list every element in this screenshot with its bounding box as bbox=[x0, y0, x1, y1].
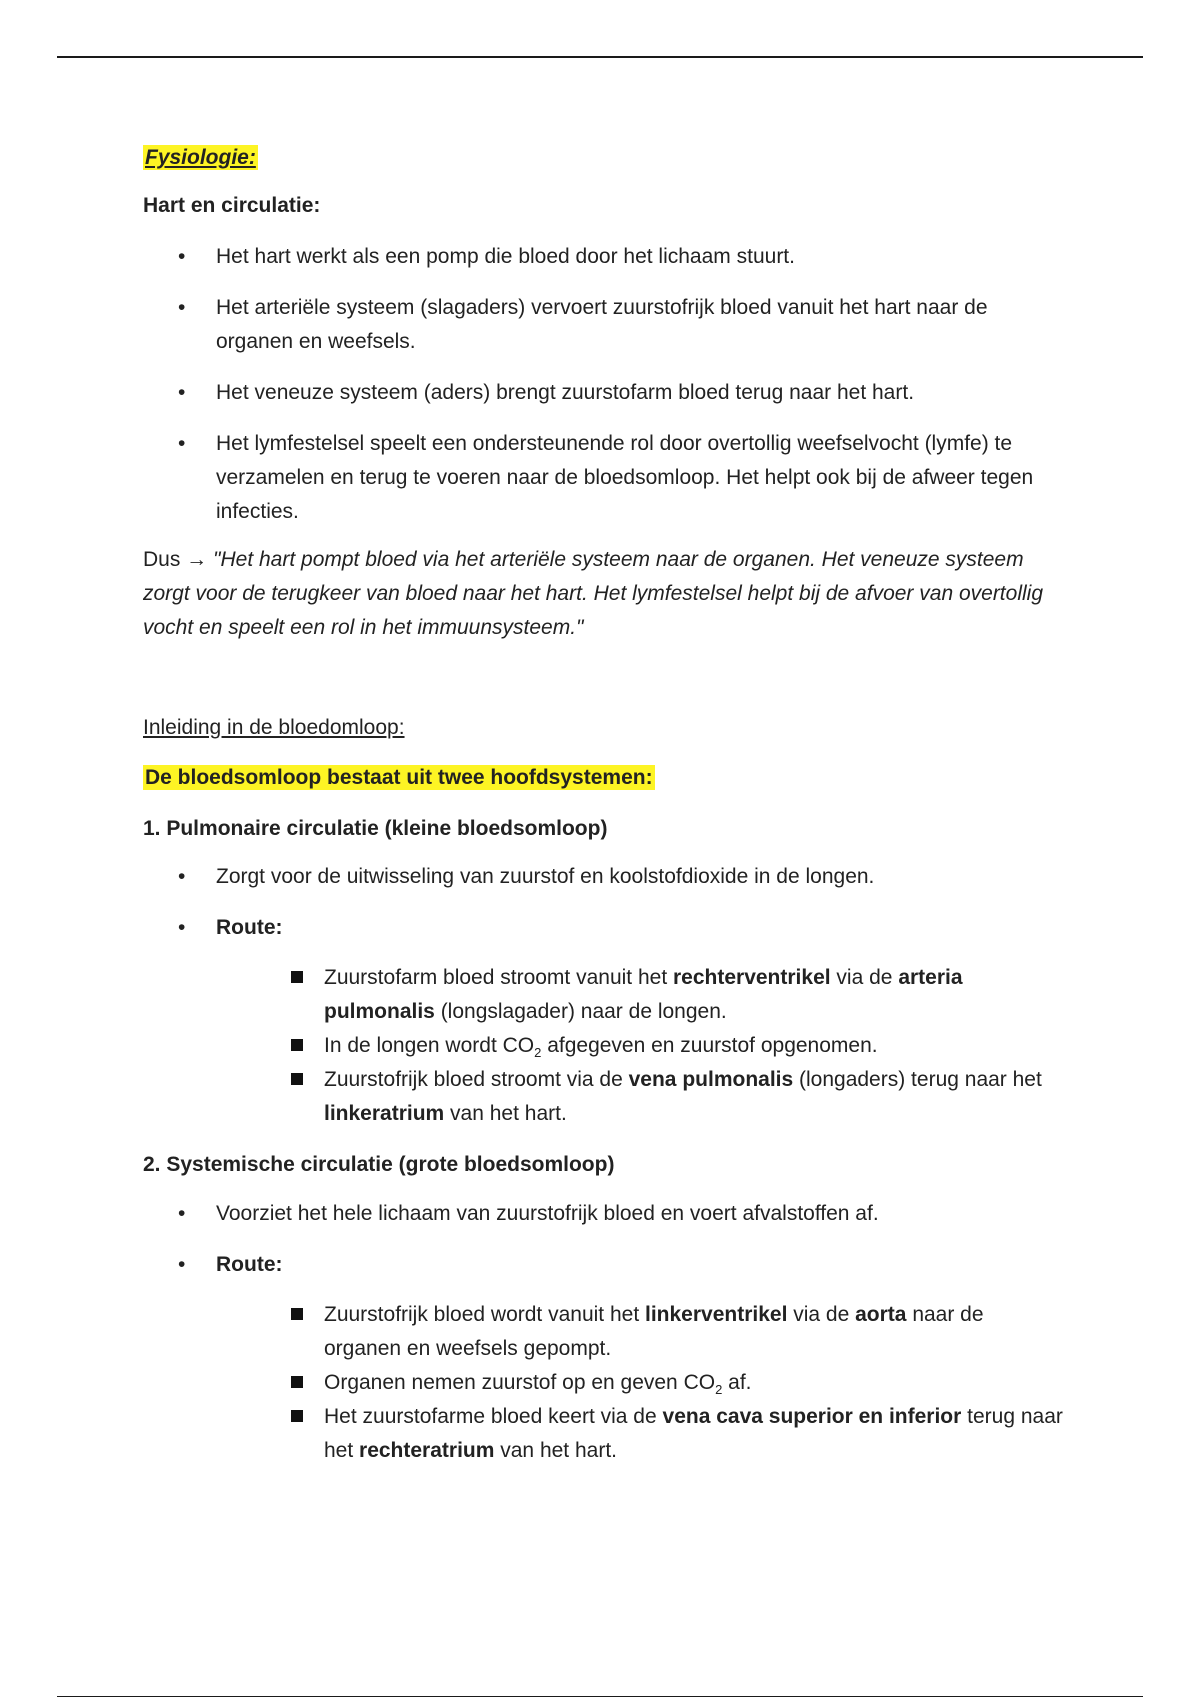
list-item: • Voorziet het hele lichaam van zuurstofrijk bloed en voert afvalstoffen af. bbox=[143, 1197, 1063, 1231]
list-item: Zuurstofrijk bloed wordt vanuit het linkerventrikel via de aorta naar de organen en weefsels gepompt. bbox=[143, 1298, 1063, 1366]
square-bullet-icon bbox=[291, 1308, 303, 1320]
pulmonary-route-steps bbox=[143, 961, 1063, 1131]
list-item: • Het hart werkt als een pomp die bloed door het lichaam stuurt. bbox=[143, 240, 1063, 274]
list-item: In de longen wordt $CO_2$ afgegeven en zuurstof opgenomen. bbox=[143, 1029, 1063, 1063]
square-bullet-icon bbox=[291, 971, 303, 983]
list-item: • Het veneuze systeem (aders) brengt zuurstofarm bloed terug naar het hart. bbox=[143, 376, 1063, 410]
square-bullet-icon bbox=[291, 1073, 303, 1085]
list-item: Zuurstofarm bloed stroomt vanuit het rechterventrikel via de arteria pulmonalis (longslagader) naar de longen. bbox=[143, 961, 1063, 1029]
list-item: • Route: bbox=[143, 911, 1063, 945]
systemic-bullets bbox=[143, 1197, 1063, 1282]
list-item: Het zuurstofarme bloed keert via de vena cava superior en inferior terug naar het rechteratrium van het hart. bbox=[143, 1400, 1063, 1468]
bullet-dot-icon: • bbox=[178, 245, 186, 268]
bullet-dot-icon: • bbox=[178, 865, 186, 888]
bullet-dot-icon: • bbox=[178, 432, 186, 455]
summary-paragraph bbox=[143, 543, 1043, 645]
bullet-dot-icon: • bbox=[178, 296, 186, 319]
bullet-dot-icon: • bbox=[178, 381, 186, 404]
list-item: • Het lymfestelsel speelt een ondersteunende rol door overtollig weefselvocht (lymfe) te verzamelen en terug te voeren naar de bloedsomloop. Het helpt ook bij de afweer tegen infecties. bbox=[143, 427, 1063, 529]
square-bullet-icon bbox=[291, 1410, 303, 1422]
bullet-dot-icon: • bbox=[178, 1202, 186, 1225]
list-item: • Route: bbox=[143, 1248, 1063, 1282]
bullet-dot-icon: • bbox=[178, 916, 186, 939]
square-bullet-icon bbox=[291, 1376, 303, 1388]
bottom-rule bbox=[57, 1696, 1143, 1697]
heart-bullets bbox=[143, 240, 1063, 529]
pulmonary-bullets bbox=[143, 860, 1063, 945]
list-item: • Het arteriële systeem (slagaders) vervoert zuurstofrijk bloed vanuit het hart naar de organen en weefsels. bbox=[143, 291, 1063, 359]
intro-highlight: De bloedsomloop bestaat uit twee hoofdsystemen: bbox=[145, 766, 653, 789]
square-bullet-icon bbox=[291, 1039, 303, 1051]
list-item: • Zorgt voor de uitwisseling van zuurstof en koolstofdioxide in de longen. bbox=[143, 860, 1063, 894]
systemic-heading: 2. Systemische circulatie (grote bloedsomloop) bbox=[143, 1153, 615, 1176]
intro-heading: Inleiding in de bloedomloop: bbox=[143, 716, 405, 739]
list-item: Organen nemen zuurstof op en geven $CO_2$ af. bbox=[143, 1366, 1063, 1400]
summary-quote: "Het hart pompt bloed via het arteriële systeem naar de organen. Het veneuze systeem zorgt voor de terugkeer van bloed naar het hart. Het lymfestelsel helpt bij de afvoer van overtollig vocht en speelt een rol in het immuunsysteem." bbox=[143, 548, 1043, 639]
systemic-route-steps bbox=[143, 1298, 1063, 1468]
heart-heading: Hart en circulatie: bbox=[143, 194, 321, 217]
list-item: Zuurstofrijk bloed stroomt via de vena pulmonalis (longaders) terug naar het linkeratrium van het hart. bbox=[143, 1063, 1063, 1131]
pulmonary-heading: 1. Pulmonaire circulatie (kleine bloedsomloop) bbox=[143, 817, 608, 840]
bullet-dot-icon: • bbox=[178, 1253, 186, 1276]
section-title: Fysiologie: bbox=[145, 146, 256, 169]
top-rule bbox=[57, 56, 1143, 58]
summary-prefix: Dus → bbox=[143, 548, 208, 571]
